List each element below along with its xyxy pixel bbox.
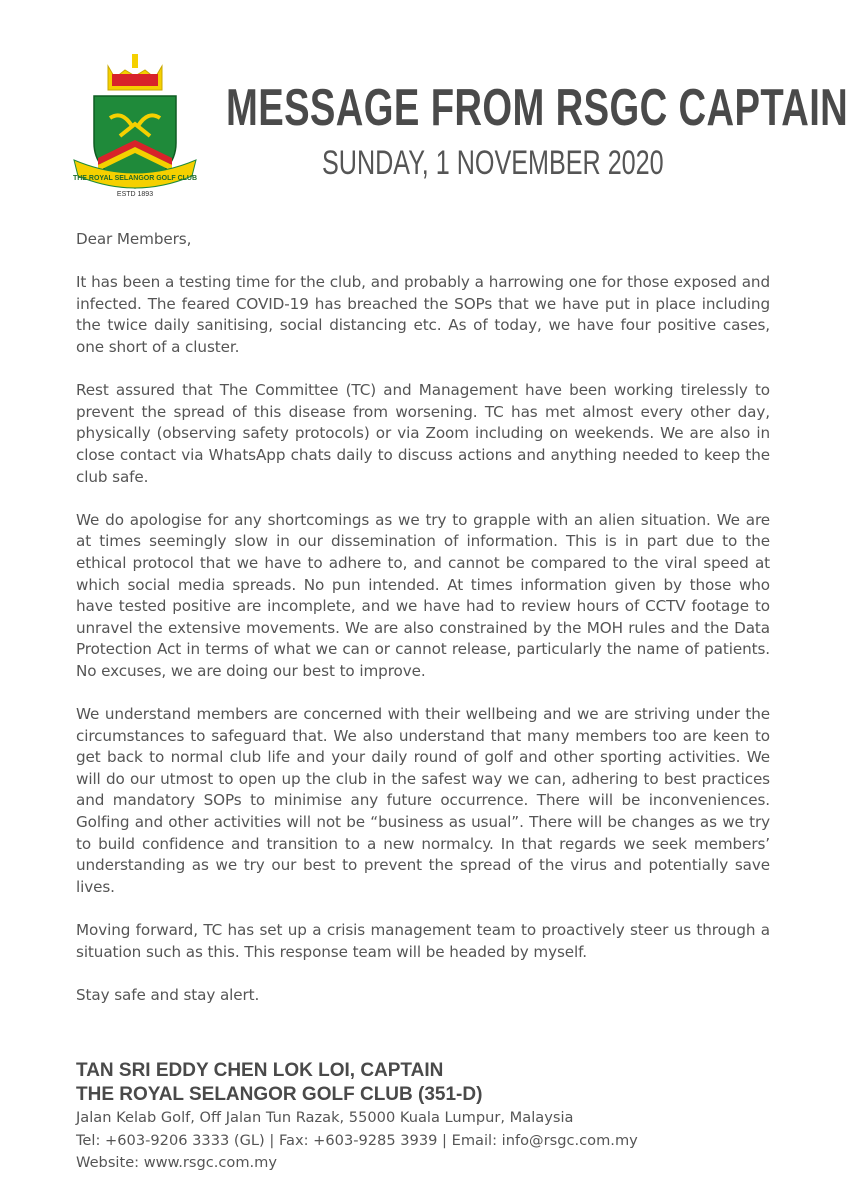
signature-block [76,1059,776,1175]
paragraph: We do apologise for any shortcomings as we try to grapple with an alien situation. We are at times seemingly slow in our dissemination of information. This is in part due to the ethical protocol that we have to adhere to, and cannot be compared to the viral speed at which social media spreads. No pun intended. At times information given by those who have tested positive are incomplete, and we have had to review hours of CCTV footage to unravel the extensive movements. We are also constrained by the MOH rules and the Data Protection Act in terms of what we can or cannot release, particularly the name of patients. No excuses, we are doing our best to improve. [76,510,770,680]
club-address: Jalan Kelab Golf, Off Jalan Tun Razak, 55000 Kuala Lumpur, Malaysia [76,1109,574,1126]
club-website: Website: www.rsgc.com.my [76,1154,278,1171]
paragraph: It has been a testing time for the club, and probably a harrowing one for those exposed and infected. The feared COVID-19 has breached the SOPs that we have put in place including the twice daily sanitising, social distancing etc. As of today, we have four positive cases, one short of a cluster. [76,273,770,356]
svg-text:ESTD 1893: ESTD 1893 [116,191,154,198]
paragraph: Rest assured that The Committee (TC) and Management have been working tirelessly to prevent the spread of this disease from worsening. TC has met almost every other day, physically (observing safety protocols) or via Zoom including on weekends. We are also in close contact via WhatsApp chats daily to discuss actions and anything needed to keep the club safe. [76,381,770,486]
page-title: MESSAGE FROM RSGC CAPTAIN [226,79,848,137]
message-date: SUNDAY, 1 NOVEMBER 2020 [322,144,664,182]
svg-text:THE ROYAL SELANGOR GOLF CLUB: THE ROYAL SELANGOR GOLF CLUB [72,175,198,182]
club-contact: Tel: +603-9206 3333 (GL) | Fax: +603-9285 3939 | Email: info@rsgc.com.my [76,1131,638,1149]
paragraph: We understand members are concerned with their wellbeing and we are striving under the circumstances to safeguard that. We also understand that many members too are keen to get back to normal club life and your daily round of golf and other sporting activities. We will do our utmost to open up the club in the safest way we can, adhering to best practices and mandatory SOPs to minimise any future occurrence. There will be inconveniences. Golfing and other activities will not be “business as usual”. There will be changes as we try to build confidence and transition to a new normalcy. In that regards we seek members’ understanding as we try our best to prevent the spread of the virus and potentially save lives. [76,705,770,896]
signatory-name: TAN SRI EDDY CHEN LOK LOI, CAPTAIN [76,1060,444,1081]
club-crest-logo [70,48,200,198]
paragraph: Moving forward, TC has set up a crisis management team to proactively steer us through a situation such as this. This response team will be headed by myself. [76,921,770,961]
letter-body [76,229,770,1028]
salutation: Dear Members, [76,230,192,248]
club-name: THE ROYAL SELANGOR GOLF CLUB (351-D) [76,1084,483,1105]
closing-line: Stay safe and stay alert. [76,985,260,1004]
